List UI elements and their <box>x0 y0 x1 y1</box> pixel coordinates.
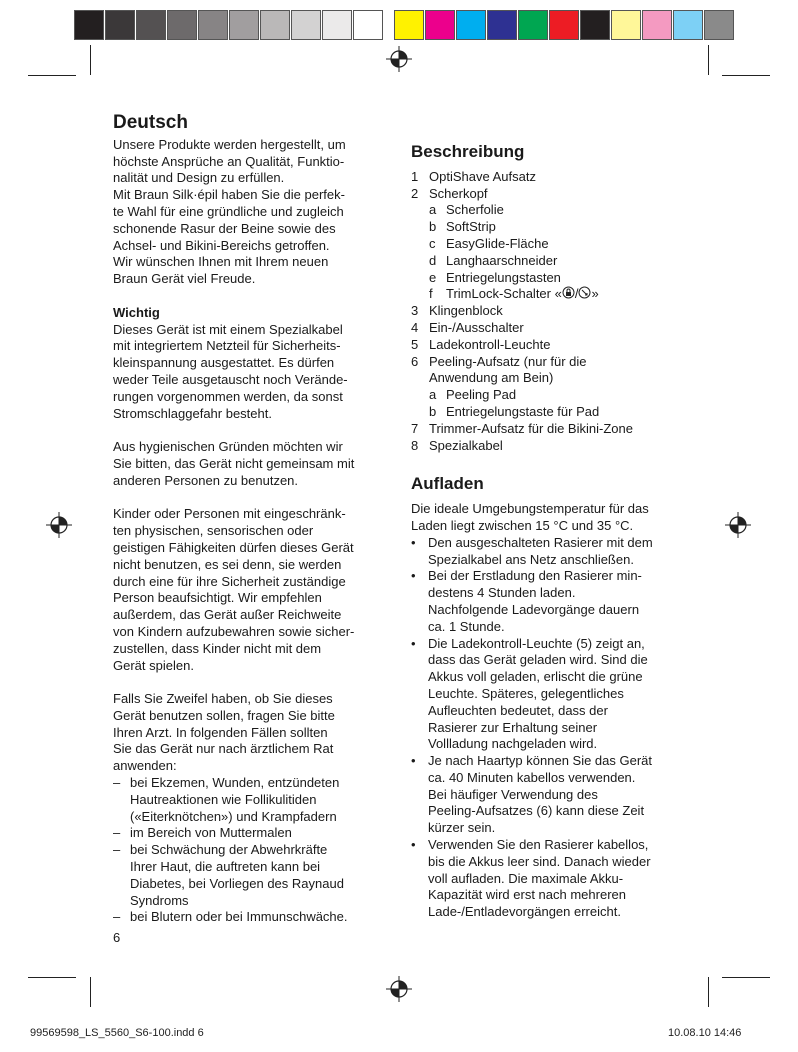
crop-mark <box>708 45 709 75</box>
description-subitem <box>411 387 701 404</box>
text-line: Leuchte. Späteres, gelegentliches <box>428 685 624 701</box>
crop-mark <box>28 977 76 978</box>
text-line: («Eiterknötchen») und Krampfadern <box>130 808 337 824</box>
color-swatch <box>105 10 135 40</box>
description-item <box>411 354 701 371</box>
description-subitem <box>411 286 701 303</box>
text-line: Gerät spielen. <box>113 657 194 673</box>
color-swatch <box>642 10 672 40</box>
hygiene-paragraph <box>113 439 393 489</box>
item-text: Peeling-Aufsatz (nur für die <box>429 353 587 369</box>
left-column <box>113 112 393 926</box>
list-marker: – <box>113 842 121 858</box>
text-line: anderen Personen zu benutzen. <box>113 472 299 488</box>
text-line: zustellen, dass Kinder nicht mit dem <box>113 640 322 656</box>
page-number: 6 <box>113 930 121 945</box>
color-swatch <box>611 10 641 40</box>
text-line: Verwenden Sie den Rasierer kabellos, <box>428 837 649 853</box>
color-swatch <box>167 10 197 40</box>
list-marker: • <box>411 534 416 550</box>
text-line: ca. 1 Stunde. <box>428 618 505 634</box>
important-heading: Wichtig <box>113 304 160 320</box>
text-line: durch eine für ihre Sicherheit zuständige <box>113 573 346 589</box>
text-line: Braun Gerät viel Freude. <box>113 271 256 287</box>
text-line: höchste Ansprüche an Qualität, Funktio- <box>113 153 345 169</box>
print-color-bar <box>74 10 735 40</box>
registration-mark-icon <box>46 512 72 538</box>
children-paragraph <box>113 506 393 674</box>
item-text: SoftStrip <box>446 219 496 235</box>
text-line: te Wahl für eine gründliche und zugleich <box>113 203 344 219</box>
crop-mark <box>28 75 76 76</box>
text-line: nalität und Design zu erfüllen. <box>113 170 285 186</box>
text-line: rungen vorgenommen werden, da sonst <box>113 388 343 404</box>
color-swatch <box>580 10 610 40</box>
color-swatch <box>229 10 259 40</box>
text-line: im Bereich von Muttermalen <box>130 825 292 841</box>
text-line: Bei häufiger Verwendung des <box>428 786 598 802</box>
text-line: Gerät benutzen sollen, fragen Sie bitte <box>113 707 335 723</box>
charging-intro <box>411 501 701 535</box>
color-swatch <box>322 10 352 40</box>
item-text: Anwendung am Bein) <box>429 370 554 386</box>
description-list <box>411 169 701 455</box>
text-line: Person beaufsichtigt. Wir empfehlen <box>113 590 322 606</box>
text-line: Rasierer zur Erhaltung seiner <box>428 719 598 735</box>
color-swatch <box>704 10 734 40</box>
item-number: 5 <box>411 336 419 352</box>
item-number: 3 <box>411 303 419 319</box>
description-subitem <box>411 236 701 253</box>
item-text: Scherkopf <box>429 185 488 201</box>
item-text: OptiShave Aufsatz <box>429 168 536 184</box>
item-text: Ladekontroll-Leuchte <box>429 336 551 352</box>
description-item <box>411 303 701 320</box>
item-number: 8 <box>411 437 419 453</box>
color-swatch <box>394 10 424 40</box>
list-item-text <box>428 753 652 837</box>
text-line: Wir wünschen Ihnen mit Ihrem neuen <box>113 254 329 270</box>
list-item <box>113 825 393 842</box>
color-swatch <box>549 10 579 40</box>
text-line: weder Teile ausgetauscht noch Verände- <box>113 371 348 387</box>
list-item-text <box>428 568 642 635</box>
gray-swatches <box>74 10 384 40</box>
trimlock-separator: / <box>574 286 579 302</box>
item-text: Entriegelungstasten <box>446 269 561 285</box>
trimlock-locked-icon <box>562 286 575 299</box>
color-swatch <box>291 10 321 40</box>
color-swatch <box>136 10 166 40</box>
text-line: Unsere Produkte werden hergestellt, um <box>113 136 346 152</box>
crop-mark <box>90 977 91 1007</box>
description-item <box>411 421 701 438</box>
item-number: a <box>429 387 437 403</box>
text-line: mit integriertem Netzteil für Sicherheits- <box>113 338 341 354</box>
footer-file: 99569598_LS_5560_S6-100.indd 6 <box>30 1027 204 1039</box>
color-swatch <box>518 10 548 40</box>
text-line: von Kindern aufzubewahren sowie sicher- <box>113 623 355 639</box>
text-line: Aus hygienischen Gründen möchten wir <box>113 439 343 455</box>
text-line: Falls Sie Zweifel haben, ob Sie dieses <box>113 691 333 707</box>
item-number: d <box>429 252 437 268</box>
item-number: 4 <box>411 319 419 335</box>
right-column <box>411 144 701 921</box>
list-item <box>411 636 701 754</box>
text-line: anwenden: <box>113 758 177 774</box>
list-item-text <box>130 842 344 909</box>
item-text: Scherfolie <box>446 202 504 218</box>
list-item <box>113 775 393 825</box>
description-subitem <box>411 404 701 421</box>
color-swatches <box>394 10 735 40</box>
item-text: Klingenblock <box>429 303 503 319</box>
description-subitem <box>411 202 701 219</box>
text-line: Sie bitten, das Gerät nicht gemeinsam mit <box>113 455 355 471</box>
item-number: c <box>429 235 436 251</box>
list-item <box>113 909 393 926</box>
description-item <box>411 320 701 337</box>
text-line: Nachfolgende Ladevorgänge dauern <box>428 601 640 617</box>
description-subitem <box>411 253 701 270</box>
item-number: b <box>429 403 437 419</box>
description-subitem <box>411 270 701 287</box>
text-line: nicht benutzen, es sei denn, sie werden <box>113 556 342 572</box>
description-item <box>411 337 701 354</box>
text-line: Laden liegt zwischen 15 °C und 35 °C. <box>411 517 634 533</box>
item-text: EasyGlide-Fläche <box>446 235 549 251</box>
list-marker: • <box>411 837 416 853</box>
item-text: TrimLock-Schalter « <box>446 286 562 302</box>
item-text: Spezialkabel <box>429 437 503 453</box>
text-line: Die Ladekontroll-Leuchte (5) zeigt an, <box>428 635 645 651</box>
crop-mark <box>722 75 770 76</box>
description-heading: Beschreibung <box>411 142 525 161</box>
text-line: Sie das Gerät nur nach ärztlichem Rat <box>113 741 334 757</box>
color-swatch <box>425 10 455 40</box>
color-swatch <box>74 10 104 40</box>
text-line: Diabetes, bei Vorliegen des Raynaud <box>130 875 344 891</box>
crop-mark <box>722 977 770 978</box>
list-item <box>113 842 393 909</box>
text-line: destens 4 Stunden laden. <box>428 585 576 601</box>
color-swatch <box>260 10 290 40</box>
color-swatch <box>487 10 517 40</box>
item-number: 6 <box>411 353 419 369</box>
text-line: bei Ekzemen, Wunden, entzündeten <box>130 775 340 791</box>
text-line: Syndroms <box>130 892 189 908</box>
registration-mark-icon <box>386 46 412 72</box>
charging-heading: Aufladen <box>411 474 484 494</box>
text-line: Peeling-Aufsatzes (6) kann diese Zeit <box>428 803 645 819</box>
list-item-text <box>130 775 339 825</box>
list-item-text <box>428 837 651 921</box>
color-swatch <box>353 10 383 40</box>
item-number: b <box>429 219 437 235</box>
item-text: Langhaarschneider <box>446 252 558 268</box>
text-line: bis die Akkus leer sind. Danach wieder <box>428 853 651 869</box>
description-item <box>411 438 701 455</box>
text-line: Ihrer Haut, die auftreten kann bei <box>130 859 321 875</box>
text-line: Kinder oder Personen mit eingeschränk- <box>113 506 346 522</box>
text-line: Mit Braun Silk·épil haben Sie die perfek- <box>113 187 345 203</box>
list-item <box>411 753 701 837</box>
list-item-text <box>130 825 292 842</box>
page-title: Deutsch <box>113 112 188 133</box>
item-number: e <box>429 269 437 285</box>
text-line: Dieses Gerät ist mit einem Spezialkabel <box>113 321 343 337</box>
item-text: Ein-/Ausschalter <box>429 319 524 335</box>
text-line: ca. 40 Minuten kabellos verwenden. <box>428 769 636 785</box>
description-subitem <box>411 219 701 236</box>
item-number: 1 <box>411 168 419 184</box>
important-paragraph <box>113 322 393 423</box>
text-line: Vollladung nachgeladen wird. <box>428 736 598 752</box>
item-number: a <box>429 202 437 218</box>
color-swatch <box>673 10 703 40</box>
crop-mark <box>90 45 91 75</box>
list-item-text <box>130 909 348 926</box>
text-line: Stromschlaggefahr besteht. <box>113 405 272 421</box>
item-number <box>411 370 429 387</box>
item-text: Peeling Pad <box>446 387 517 403</box>
list-item-text <box>428 535 653 569</box>
list-marker: • <box>411 753 416 769</box>
footer-timestamp: 10.08.10 14:46 <box>668 1027 742 1039</box>
description-item <box>411 186 701 203</box>
text-line: schonende Rasur der Beine sowie des <box>113 220 336 236</box>
color-swatch <box>456 10 486 40</box>
intro-paragraph <box>113 137 393 288</box>
list-marker: – <box>113 775 121 791</box>
registration-mark-icon <box>725 512 751 538</box>
list-marker: – <box>113 909 121 925</box>
item-text: Trimmer-Aufsatz für die Bikini-Zone <box>429 420 633 436</box>
registration-mark-icon <box>386 976 412 1002</box>
text-line: Spezialkabel ans Netz anschließen. <box>428 551 634 567</box>
text-line: geistigen Fähigkeiten dürfen dieses Gerät <box>113 539 354 555</box>
text-line: bei Blutern oder bei Immunschwäche. <box>130 909 348 925</box>
list-item <box>411 837 701 921</box>
text-line: kleinspannung ausgestattet. Es dürfen <box>113 355 335 371</box>
text-line: voll aufladen. Die maximale Akku- <box>428 870 624 886</box>
description-item <box>411 370 701 387</box>
description-item <box>411 169 701 186</box>
text-line: Hautreaktionen wie Follikulitiden <box>130 791 317 807</box>
text-line: Achsel- und Bikini-Bereichs getroffen. <box>113 237 330 253</box>
text-line: außerdem, das Gerät außer Reichweite <box>113 607 342 623</box>
text-line: Lade-/Entladevorgängen erreicht. <box>428 904 621 920</box>
list-marker: – <box>113 825 121 841</box>
charging-list <box>411 535 701 921</box>
crop-mark <box>708 977 709 1007</box>
doubt-list <box>113 775 393 926</box>
item-text: Entriegelungstaste für Pad <box>446 403 600 419</box>
list-marker: • <box>411 568 416 584</box>
item-number: 7 <box>411 420 419 436</box>
text-line: dass das Gerät geladen wird. Sind die <box>428 652 648 668</box>
list-item <box>411 535 701 569</box>
text-line: ten physischen, sensorischen oder <box>113 523 314 539</box>
trimlock-unlocked-icon <box>578 286 591 299</box>
trimlock-end: » <box>591 286 599 302</box>
text-line: Den ausgeschalteten Rasierer mit dem <box>428 534 653 550</box>
text-line: Akkus voll geladen, erlischt die grüne <box>428 669 643 685</box>
text-line: Die ideale Umgebungstemperatur für das <box>411 501 649 517</box>
text-line: Ihren Arzt. In folgenden Fällen sollten <box>113 724 328 740</box>
list-item-text <box>428 636 648 754</box>
text-line: Bei der Erstladung den Rasierer min- <box>428 568 642 584</box>
text-line: kürzer sein. <box>428 820 496 836</box>
list-marker: • <box>411 635 416 651</box>
doubt-paragraph <box>113 691 393 775</box>
item-number: 2 <box>411 185 419 201</box>
text-line: Je nach Haartyp können Sie das Gerät <box>428 753 653 769</box>
text-line: Aufleuchten bedeutet, dass der <box>428 702 608 718</box>
list-item <box>411 568 701 635</box>
item-number: f <box>429 286 433 302</box>
text-line: Kapazität wird erst nach mehreren <box>428 887 626 903</box>
text-line: bei Schwächung der Abwehrkräfte <box>130 842 328 858</box>
color-swatch <box>198 10 228 40</box>
